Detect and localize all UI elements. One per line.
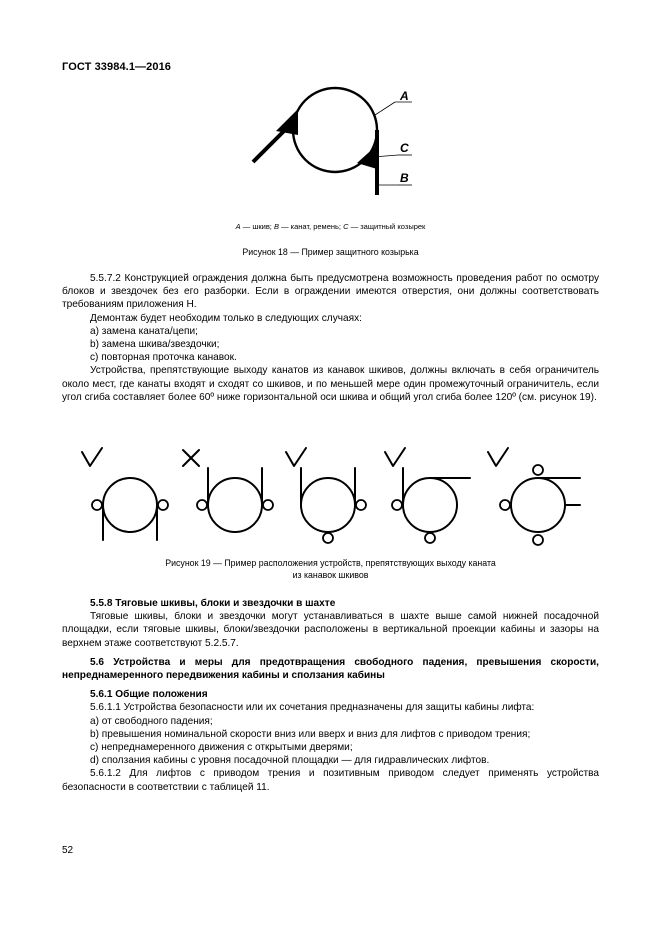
paragraph: 5.6.1.1 Устройства безопасности или их сочетания предназначены для защиты кабины лифта:	[90, 702, 535, 714]
sheave-circle	[403, 478, 457, 532]
list-item: b) превышения номинальной скорости вниз или вверх и вниз для лифтов с приводом трения;	[90, 728, 531, 740]
list-item: а) от свободного падения;	[90, 715, 213, 727]
roller-circle	[356, 500, 366, 510]
figure-18-legend: A — шкив; B — канат, ремень; C — защитный козырек	[235, 222, 426, 231]
list-item: d) сползания кабины с уровня посадочной площадки — для гидравлических лифтов.	[90, 755, 490, 767]
roller-circle	[392, 500, 402, 510]
section-heading: 5.6 Устройства и меры для предотвращения свободного падения, превышения скорости, непреднамеренного передвижения кабины и сползания кабины	[62, 656, 599, 682]
page-number: 52	[62, 845, 74, 856]
figure-18-diagram	[240, 85, 430, 205]
roller-circle	[500, 500, 510, 510]
body-text-1	[62, 272, 599, 404]
paragraph: 5.5.7.2 Конструкцией ограждения должна быть предусмотрена возможность проведения работ по осмотру блоков и звездочек без его разборки. Если в ограждении имеются отверстия, они должны соответствовать требованиям приложения Н.	[62, 273, 599, 311]
label-c: C	[400, 141, 409, 155]
paragraph: 5.6.1.2 Для лифтов с приводом трения и позитивным приводом следует применять устройства безопасности в соответствии с таблицей 11.	[62, 768, 599, 793]
roller-circle	[92, 500, 102, 510]
check-mark	[488, 448, 508, 466]
sheave-circle	[103, 478, 157, 532]
roller-circle	[425, 533, 435, 543]
figure-19-caption: Рисунок 19 — Пример расположения устройств, препятствующих выходу каната из канавок шкивов	[165, 558, 496, 580]
rope-left	[253, 129, 286, 162]
paragraph: Устройства, препятствующие выходу канатов из канавок шкивов, должны включать в себя ограничитель около мест, где канаты входят и сходят со шкивов, и по меньшей мере один промежуточный ограничитель, если угол сгиба составляет более 60º ниже горизонтальной оси шкива и общий угол сгиба более 120º (см. рисунок 19).	[62, 365, 599, 403]
label-b: B	[400, 171, 409, 185]
sheave-circle	[301, 478, 355, 532]
list-item: b) замена шкива/звездочки;	[90, 339, 220, 351]
list-item: c) непреднамеренного движения с открытыми дверями;	[90, 742, 353, 754]
roller-circle	[158, 500, 168, 510]
sheave-circle	[511, 478, 565, 532]
roller-circle	[197, 500, 207, 510]
check-mark	[286, 448, 306, 466]
check-mark	[82, 448, 102, 466]
list-item: c) повторная проточка канавок.	[90, 352, 237, 364]
roller-circle	[533, 465, 543, 475]
paragraph: Демонтаж будет необходим только в следующих случаях:	[90, 312, 362, 324]
body-text-2	[62, 597, 599, 794]
figure-19-diagram	[60, 440, 600, 550]
sheave-circle	[208, 478, 262, 532]
section-heading: 5.5.8 Тяговые шкивы, блоки и звездочки в шахте	[90, 598, 336, 609]
label-a: A	[400, 89, 409, 103]
document-header: ГОСТ 33984.1—2016	[62, 61, 172, 73]
list-item: а) замена каната/цепи;	[90, 325, 198, 337]
rope-guard-left	[276, 109, 298, 135]
leader-a	[375, 102, 395, 115]
figure-18-caption: Рисунок 18 — Пример защитного козырька	[242, 247, 419, 257]
roller-circle	[263, 500, 273, 510]
paragraph: Тяговые шкивы, блоки и звездочки могут устанавливаться в шахте выше самой нижней посадочной площадки, если тяговые шкивы, блоки/звездочки расположены в вертикальной проекции кабины и зазоры на верхнем этаже соответствуют 5.2.5.7.	[62, 611, 599, 649]
check-mark	[385, 448, 405, 466]
roller-circle	[323, 533, 333, 543]
roller-circle	[533, 535, 543, 545]
section-heading: 5.6.1 Общие положения	[90, 689, 208, 701]
